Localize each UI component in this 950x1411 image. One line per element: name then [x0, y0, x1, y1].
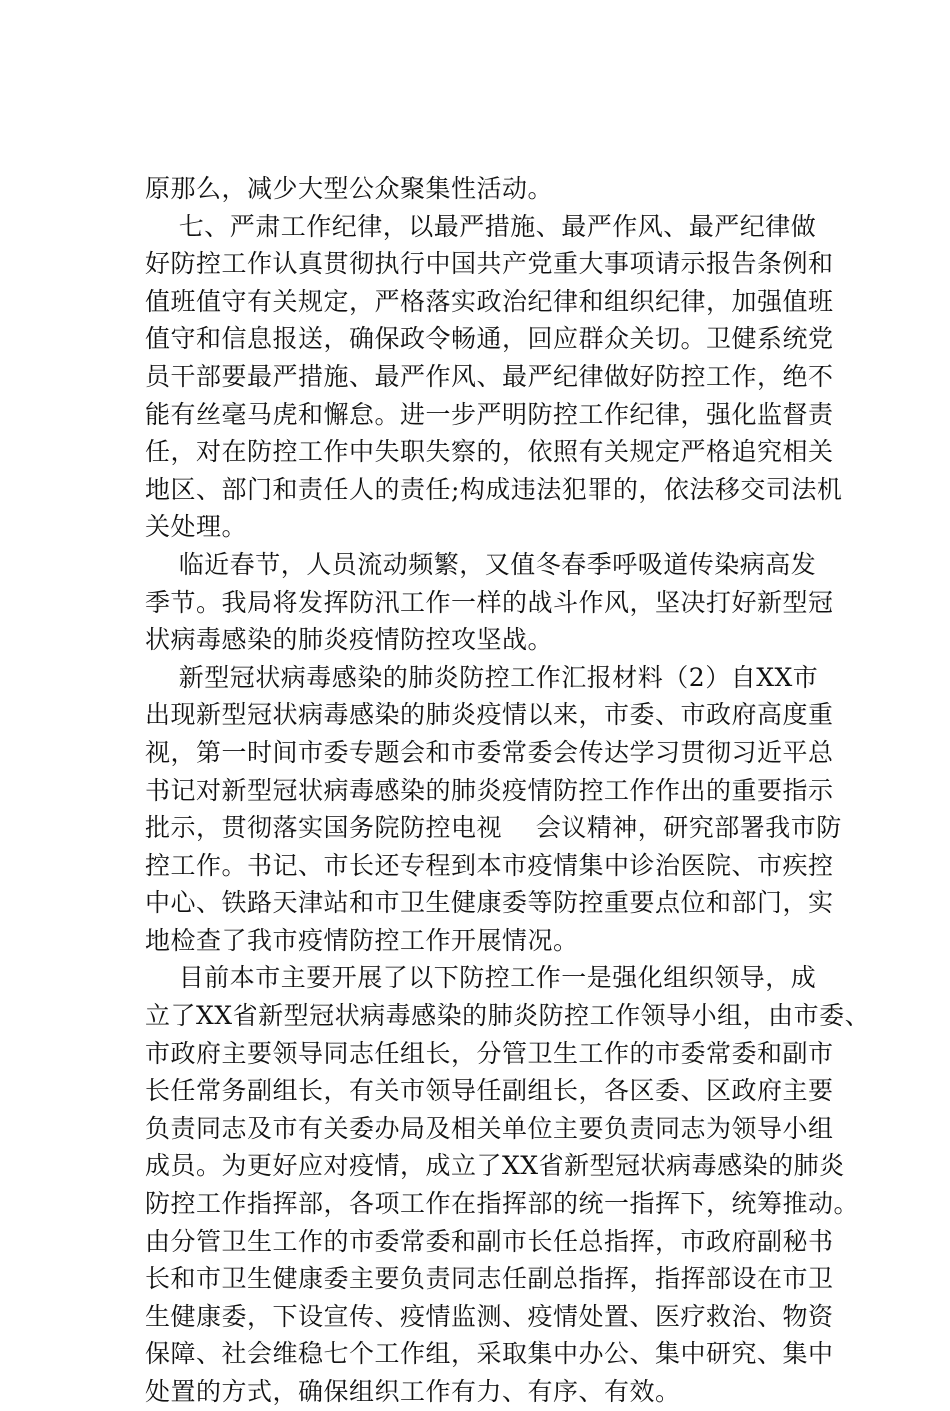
paragraph	[145, 659, 845, 960]
text-line: 季节。我局将发挥防汛工作一样的战斗作风，坚决打好新型冠	[145, 587, 834, 617]
text-line: 地检查了我市疫情防控工作开展情况。	[145, 925, 579, 955]
text-line: 地区、部门和责任人的责任;构成违法犯罪的，依法移交司法机	[145, 474, 843, 504]
text-line: 值班值守有关规定，严格落实政治纪律和组织纪律，加强值班	[145, 286, 834, 316]
text-line: 生健康委，下设宣传、疫情监测、疫情处置、医疗救治、物资	[145, 1301, 834, 1331]
text-line: 目前本市主要开展了以下防控工作一是强化组织领导，成	[145, 963, 817, 993]
text-line: 好防控工作认真贯彻执行中国共产党重大事项请示报告条例和	[145, 249, 834, 279]
text-line: 出现新型冠状病毒感染的肺炎疫情以来，市委、市政府高度重	[145, 700, 834, 730]
text-line: 防控工作指挥部，各项工作在指挥部的统一指挥下，统筹推动。	[145, 1189, 860, 1219]
text-line: 原那么，减少大型公众聚集性活动。	[145, 174, 554, 203]
text-line: 中心、铁路天津站和市卫生健康委等防控重要点位和部门，实	[145, 888, 834, 918]
text-line: 关处理。	[145, 512, 248, 542]
text-line: 负责同志及市有关委办局及相关单位主要负责同志为领导小组	[145, 1113, 834, 1143]
text-line: 状病毒感染的肺炎疫情防控攻坚战。	[145, 625, 554, 655]
document-body	[145, 170, 871, 1411]
paragraph	[145, 170, 845, 208]
text-line: 值守和信息报送，确保政令畅通，回应群众关切。卫健系统党	[145, 324, 834, 354]
text-line: 处置的方式，确保组织工作有力、有序、有效。	[145, 1377, 681, 1406]
text-line: 长和市卫生健康委主要负责同志任副总指挥，指挥部设在市卫	[145, 1264, 834, 1294]
text-line: 临近春节，人员流动频繁，又值冬春季呼吸道传染病高发	[145, 549, 817, 579]
text-line: 保障、社会维稳七个工作组，采取集中办公、集中研究、集中	[145, 1339, 834, 1369]
text-line: 七、严肃工作纪律，以最严措施、最严作风、最严纪律做	[145, 211, 817, 241]
text-line: 书记对新型冠状病毒感染的肺炎疫情防控工作作出的重要指示	[145, 775, 834, 805]
text-line: 任，对在防控工作中失职失察的，依照有关规定严格追究相关	[145, 437, 834, 467]
text-line: 新型冠状病毒感染的肺炎防控工作汇报材料（2）自XX市	[145, 662, 819, 692]
text-line: 立了XX省新型冠状病毒感染的肺炎防控工作领导小组，由市委、	[145, 1001, 871, 1031]
text-line: 员干部要最严措施、最严作风、最严纪律做好防控工作，绝不	[145, 361, 834, 391]
text-line: 批示，贯彻落实国务院防控电视 会议精神，研究部署我市防	[145, 813, 842, 843]
text-line: 长任常务副组长，有关市领导任副组长，各区委、区政府主要	[145, 1076, 834, 1106]
paragraph	[145, 959, 871, 1410]
text-line: 由分管卫生工作的市委常委和副市长任总指挥，市政府副秘书	[145, 1226, 834, 1256]
paragraph	[145, 208, 845, 546]
text-line: 成员。为更好应对疫情，成立了XX省新型冠状病毒感染的肺炎	[145, 1151, 845, 1181]
text-line: 视，第一时间市委专题会和市委常委会传达学习贯彻习近平总	[145, 737, 834, 767]
text-line: 能有丝毫马虎和懈怠。进一步严明防控工作纪律，强化监督责	[145, 399, 834, 429]
text-line: 控工作。书记、市长还专程到本市疫情集中诊治医院、市疾控	[145, 850, 834, 880]
paragraph	[145, 546, 845, 659]
text-line: 市政府主要领导同志任组长，分管卫生工作的市委常委和副市	[145, 1038, 834, 1068]
